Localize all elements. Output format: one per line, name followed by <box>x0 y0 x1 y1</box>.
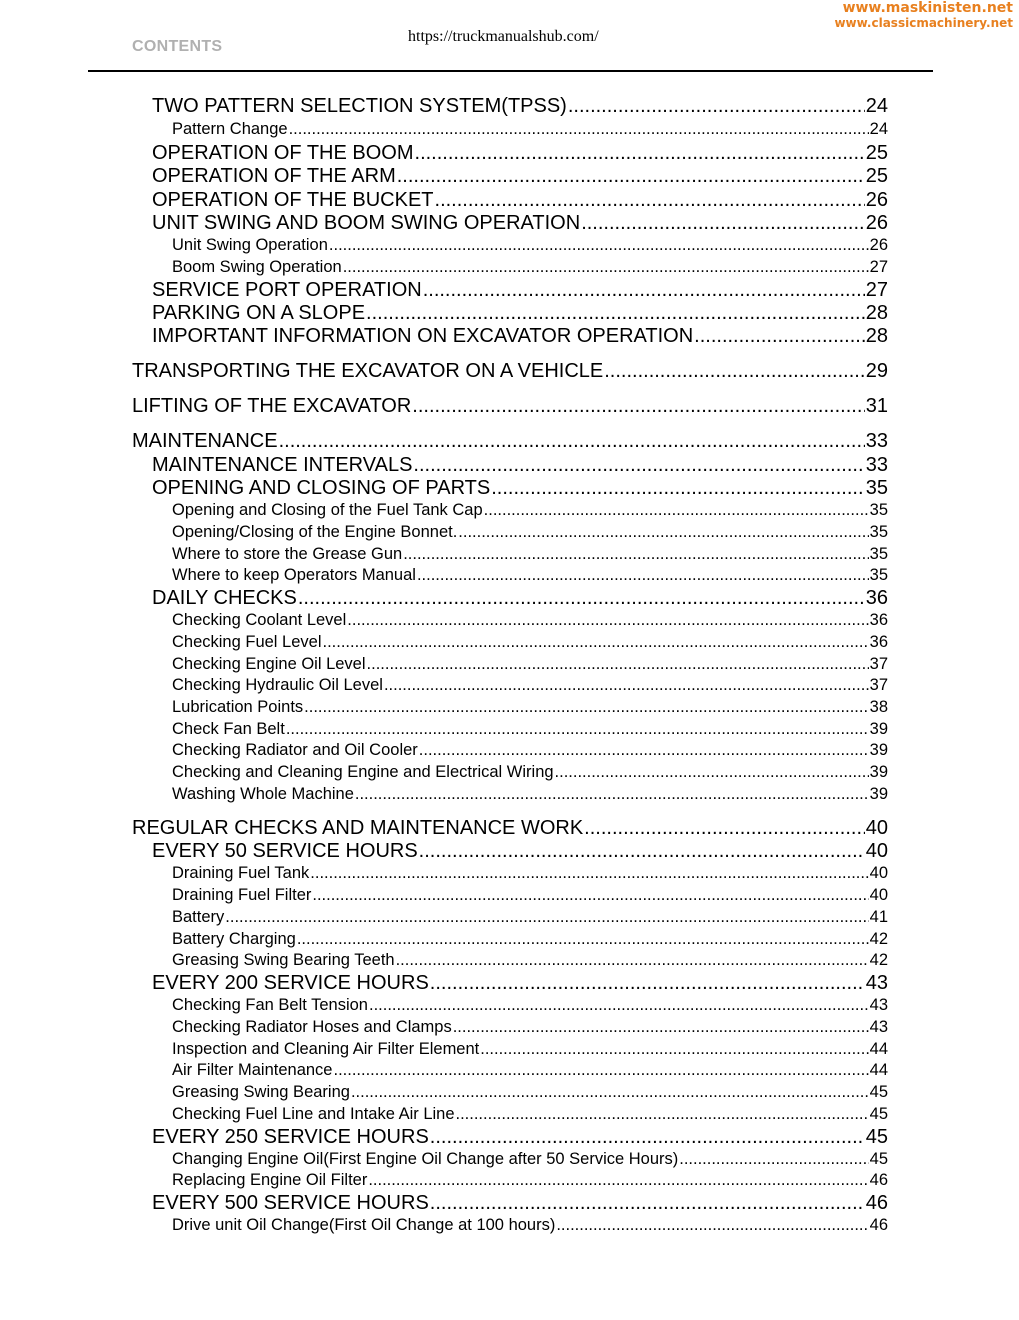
dot-leader <box>355 785 869 804</box>
toc-entry[interactable] <box>172 886 888 905</box>
toc-entry-title: Replacing Engine Oil Filter <box>172 1171 368 1189</box>
dot-leader <box>430 972 865 995</box>
toc-entry-title: Draining Fuel Tank <box>172 864 310 882</box>
toc-entry-page: 46 <box>869 1171 888 1189</box>
toc-entry-title: UNIT SWING AND BOOM SWING OPERATION <box>152 212 581 234</box>
dot-leader <box>484 501 869 520</box>
toc-entry-title: Opening and Closing of the Fuel Tank Cap <box>172 501 483 519</box>
toc-entry-title: Drive unit Oil Change(First Oil Change at 100 hours) <box>172 1216 556 1234</box>
toc-entry[interactable] <box>172 611 888 630</box>
toc-entry[interactable] <box>172 258 888 277</box>
dot-leader <box>289 120 869 139</box>
toc-entry-page: 24 <box>865 95 888 117</box>
toc-entry[interactable] <box>172 1216 888 1235</box>
dot-leader <box>351 1083 869 1102</box>
toc-entry-title: EVERY 500 SERVICE HOURS <box>152 1192 429 1214</box>
watermark-secondary: www.classicmachinery.net <box>834 16 1013 30</box>
toc-entry-page: 26 <box>869 236 888 254</box>
toc-entry-page: 43 <box>869 1018 888 1036</box>
toc-entry-title: OPERATION OF THE ARM <box>152 165 396 187</box>
toc-entry-title: Lubrication Points <box>172 698 304 716</box>
dot-leader <box>568 95 865 118</box>
toc-entry-page: 40 <box>869 864 888 882</box>
toc-entry-page: 40 <box>865 840 888 862</box>
toc-entry-title: TRANSPORTING THE EXCAVATOR ON A VEHICLE <box>132 360 604 382</box>
toc-entry[interactable] <box>172 951 888 970</box>
toc-entry-page: 41 <box>869 908 888 926</box>
toc-entry[interactable] <box>172 908 888 927</box>
toc-entry-page: 45 <box>869 1083 888 1101</box>
toc-entry-title: IMPORTANT INFORMATION ON EXCAVATOR OPERATION <box>152 325 694 347</box>
toc-entry-page: 39 <box>869 785 888 803</box>
toc-entry[interactable] <box>132 360 888 383</box>
dot-leader <box>412 395 864 418</box>
dot-leader <box>584 817 865 840</box>
toc-entry-title: SERVICE PORT OPERATION <box>152 279 422 301</box>
toc-entry-page: 45 <box>865 1126 888 1148</box>
toc-entry-title: Where to store the Grease Gun <box>172 545 403 563</box>
toc-entry-page: 37 <box>869 655 888 673</box>
toc-entry-page: 45 <box>869 1150 888 1168</box>
toc-entry-page: 29 <box>865 360 888 382</box>
toc-entry-page: 28 <box>865 302 888 324</box>
dot-leader <box>396 951 869 970</box>
toc-entry-page: 42 <box>869 930 888 948</box>
toc-entry-title: Checking Engine Oil Level <box>172 655 366 673</box>
toc-entry-title: Boom Swing Operation <box>172 258 342 276</box>
dot-leader <box>458 523 868 542</box>
dot-leader <box>298 587 865 610</box>
toc-entry[interactable] <box>152 972 888 995</box>
dot-leader <box>419 840 865 863</box>
toc-entry-title: Greasing Swing Bearing <box>172 1083 350 1101</box>
dot-leader <box>384 676 869 695</box>
toc-entry[interactable] <box>172 1105 888 1124</box>
dot-leader <box>604 360 865 383</box>
toc-entry-page: 33 <box>865 430 888 452</box>
dot-leader <box>419 741 869 760</box>
toc-entry[interactable] <box>172 930 888 949</box>
toc-entry[interactable] <box>172 655 888 674</box>
toc-entry-page: 31 <box>865 395 888 417</box>
toc-entry-title: Checking Fuel Level <box>172 633 322 651</box>
toc-entry[interactable] <box>132 395 888 418</box>
toc-entry-page: 40 <box>869 886 888 904</box>
toc-entry[interactable] <box>152 279 888 302</box>
toc-entry-title: Battery Charging <box>172 930 296 948</box>
toc-entry[interactable] <box>152 142 888 165</box>
dot-leader <box>297 930 869 949</box>
toc-entry-title: DAILY CHECKS <box>152 587 297 609</box>
watermark-primary: www.maskinisten.net <box>842 0 1013 16</box>
toc-entry-page: 39 <box>869 763 888 781</box>
toc-entry[interactable] <box>172 1040 888 1059</box>
toc-entry[interactable] <box>172 676 888 695</box>
toc-entry[interactable] <box>152 165 888 188</box>
toc-entry-page: 40 <box>865 817 888 839</box>
dot-leader <box>456 1105 869 1124</box>
toc-entry-page: 46 <box>869 1216 888 1234</box>
toc-entry[interactable] <box>172 785 888 804</box>
toc-entry-title: OPENING AND CLOSING OF PARTS <box>152 477 491 499</box>
toc-entry-page: 25 <box>865 142 888 164</box>
toc-entry[interactable] <box>172 120 888 139</box>
toc-entry-title: Checking and Cleaning Engine and Electrical Wiring <box>172 763 554 781</box>
toc-entry-title: Pattern Change <box>172 120 288 138</box>
toc-entry[interactable] <box>172 864 888 883</box>
dot-leader <box>279 430 865 453</box>
dot-leader <box>312 886 868 905</box>
toc-entry-title: Checking Radiator Hoses and Clamps <box>172 1018 452 1036</box>
toc-entry-title: Checking Coolant Level <box>172 611 347 629</box>
toc-entry-title: Checking Fan Belt Tension <box>172 996 368 1014</box>
toc-entry-page: 43 <box>869 996 888 1014</box>
dot-leader <box>581 212 865 235</box>
toc-entry-page: 26 <box>865 212 888 234</box>
toc-entry-title: EVERY 200 SERVICE HOURS <box>152 972 429 994</box>
toc-entry-page: 39 <box>869 741 888 759</box>
dot-leader <box>397 165 865 188</box>
dot-leader <box>415 142 865 165</box>
toc-entry-title: Unit Swing Operation <box>172 236 328 254</box>
toc-entry-page: 39 <box>869 720 888 738</box>
toc-entry[interactable] <box>172 566 888 585</box>
toc-entry[interactable] <box>152 840 888 863</box>
section-label: CONTENTS <box>132 38 223 55</box>
toc-entry[interactable] <box>172 698 888 717</box>
toc-entry-page: 42 <box>869 951 888 969</box>
dot-leader <box>453 1018 869 1037</box>
toc-entry-title: Where to keep Operators Manual <box>172 566 416 584</box>
toc-entry-page: 35 <box>865 477 888 499</box>
toc-entry[interactable] <box>172 720 888 739</box>
dot-leader <box>225 908 868 927</box>
toc-entry[interactable] <box>152 454 888 477</box>
toc-entry-title: Checking Hydraulic Oil Level <box>172 676 383 694</box>
toc-entry-title: REGULAR CHECKS AND MAINTENANCE WORK <box>132 817 584 839</box>
toc-entry[interactable] <box>172 996 888 1015</box>
toc-entry-page: 44 <box>869 1061 888 1079</box>
dot-leader <box>323 633 869 652</box>
toc-entry-page: 27 <box>869 258 888 276</box>
dot-leader <box>417 566 869 585</box>
toc-entry-title: MAINTENANCE INTERVALS <box>152 454 413 476</box>
toc-entry-title: Changing Engine Oil(First Engine Oil Change after 50 Service Hours) <box>172 1150 679 1168</box>
dot-leader <box>347 611 868 630</box>
toc-entry[interactable] <box>132 817 888 840</box>
toc-entry-page: 45 <box>869 1105 888 1123</box>
toc-entry-page: 24 <box>869 120 888 138</box>
toc-entry[interactable] <box>152 95 888 118</box>
dot-leader <box>555 763 869 782</box>
toc-entry-page: 28 <box>865 325 888 347</box>
toc-entry[interactable] <box>172 1018 888 1037</box>
toc-entry[interactable] <box>172 1061 888 1080</box>
toc-entry-page: 44 <box>869 1040 888 1058</box>
header-rule <box>88 70 933 72</box>
toc-entry[interactable] <box>172 523 888 542</box>
toc-entry[interactable] <box>152 587 888 610</box>
toc-entry[interactable] <box>172 741 888 760</box>
dot-leader <box>343 258 869 277</box>
toc-entry-title: Air Filter Maintenance <box>172 1061 333 1079</box>
toc-entry-title: OPERATION OF THE BUCKET <box>152 189 434 211</box>
toc-entry[interactable] <box>152 1126 888 1149</box>
dot-leader <box>366 302 865 325</box>
dot-leader <box>367 655 869 674</box>
toc-entry[interactable] <box>152 212 888 235</box>
toc-entry-title: TWO PATTERN SELECTION SYSTEM(TPSS) <box>152 95 567 117</box>
toc-entry-page: 36 <box>869 611 888 629</box>
toc-entry-title: Checking Radiator and Oil Cooler <box>172 741 418 759</box>
toc-entry[interactable] <box>172 1150 888 1169</box>
dot-leader <box>679 1150 868 1169</box>
toc-entry[interactable] <box>172 501 888 520</box>
toc-entry-title: EVERY 250 SERVICE HOURS <box>152 1126 429 1148</box>
dot-leader <box>286 720 869 739</box>
toc-entry-title: Opening/Closing of the Engine Bonnet. <box>172 523 458 541</box>
toc-entry[interactable] <box>152 477 888 500</box>
toc-entry-title: PARKING ON A SLOPE <box>152 302 366 324</box>
toc-entry[interactable] <box>172 545 888 564</box>
toc-entry-page: 35 <box>869 501 888 519</box>
toc-entry-title: Draining Fuel Filter <box>172 886 312 904</box>
dot-leader <box>329 236 869 255</box>
toc-entry-page: 46 <box>865 1192 888 1214</box>
dot-leader <box>430 1192 865 1215</box>
toc-entry-page: 36 <box>865 587 888 609</box>
toc-entry-title: Inspection and Cleaning Air Filter Element <box>172 1040 480 1058</box>
toc-entry-page: 35 <box>869 545 888 563</box>
dot-leader <box>333 1061 868 1080</box>
toc-entry-page: 26 <box>865 189 888 211</box>
toc-entry-page: 43 <box>865 972 888 994</box>
toc-entry[interactable] <box>132 430 888 453</box>
toc-entry-page: 35 <box>869 566 888 584</box>
toc-entry-title: LIFTING OF THE EXCAVATOR <box>132 395 412 417</box>
source-url[interactable]: https://truckmanualshub.com/ <box>408 28 599 45</box>
dot-leader <box>369 996 869 1015</box>
dot-leader <box>480 1040 868 1059</box>
toc-entry-title: MAINTENANCE <box>132 430 278 452</box>
toc-entry-page: 36 <box>869 633 888 651</box>
toc-entry-page: 35 <box>869 523 888 541</box>
dot-leader <box>430 1126 865 1149</box>
dot-leader <box>403 545 868 564</box>
dot-leader <box>556 1216 868 1235</box>
toc-entry-page: 33 <box>865 454 888 476</box>
dot-leader <box>310 864 868 883</box>
dot-leader <box>304 698 868 717</box>
toc-entry[interactable] <box>172 1083 888 1102</box>
toc-entry-page: 25 <box>865 165 888 187</box>
dot-leader <box>368 1171 868 1190</box>
toc-entry-title: EVERY 50 SERVICE HOURS <box>152 840 418 862</box>
toc-entry[interactable] <box>172 763 888 782</box>
dot-leader <box>423 279 865 302</box>
toc-entry[interactable] <box>152 189 888 212</box>
toc-entry-page: 38 <box>869 698 888 716</box>
toc-entry[interactable] <box>152 1192 888 1215</box>
toc-entry[interactable] <box>152 302 888 325</box>
toc-entry[interactable] <box>172 633 888 652</box>
toc-entry-title: Greasing Swing Bearing Teeth <box>172 951 395 969</box>
toc-entry[interactable] <box>172 1171 888 1190</box>
dot-leader <box>694 325 865 348</box>
toc-entry[interactable] <box>152 325 888 348</box>
toc-entry-title: Check Fan Belt <box>172 720 285 738</box>
toc-entry-title: Battery <box>172 908 225 926</box>
toc-entry[interactable] <box>172 236 888 255</box>
toc-entry-page: 27 <box>865 279 888 301</box>
dot-leader <box>491 477 865 500</box>
toc-entry-title: Washing Whole Machine <box>172 785 354 803</box>
toc-entry-page: 37 <box>869 676 888 694</box>
toc-entry-title: OPERATION OF THE BOOM <box>152 142 414 164</box>
toc-entry-title: Checking Fuel Line and Intake Air Line <box>172 1105 455 1123</box>
dot-leader <box>413 454 864 477</box>
dot-leader <box>435 189 865 212</box>
